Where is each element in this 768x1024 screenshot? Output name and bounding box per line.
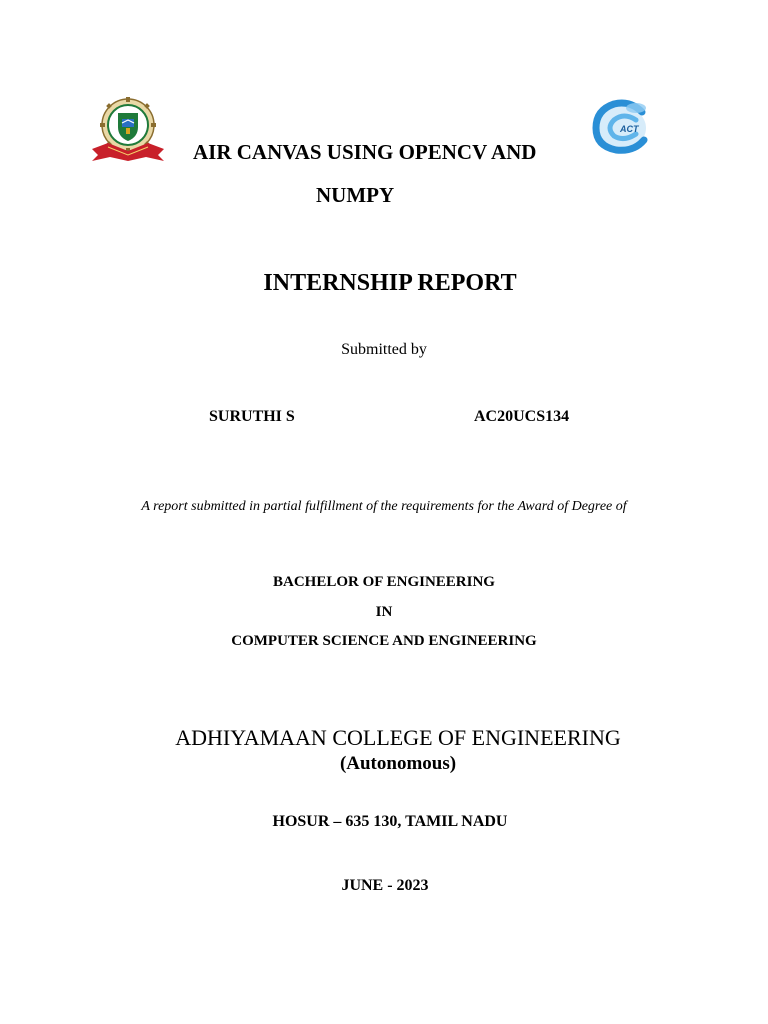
degree-name: BACHELOR OF ENGINEERING: [273, 574, 495, 590]
report-type-heading: INTERNSHIP REPORT: [263, 270, 517, 296]
degree-in: IN: [375, 604, 393, 620]
report-title-line-2: NUMPY: [316, 183, 395, 207]
college-address: HOSUR – 635 130, TAMIL NADU: [272, 813, 508, 830]
submitted-by-label: Submitted by: [341, 341, 427, 358]
college-status: (Autonomous): [339, 753, 457, 774]
report-date: JUNE - 2023: [341, 877, 429, 894]
student-name: SURUTHI S: [209, 408, 295, 425]
fulfillment-note: A report submitted in partial fulfillment of the requirements for the Award of Degree of: [141, 499, 627, 514]
report-title-line-1: AIR CANVAS USING OPENCV AND: [193, 140, 537, 164]
act-logo: [590, 98, 652, 154]
college-emblem-logo: [88, 95, 168, 165]
degree-branch: COMPUTER SCIENCE AND ENGINEERING: [231, 633, 537, 649]
student-reg-no: AC20UCS134: [474, 408, 570, 425]
svg-text:ACT: ACT: [620, 124, 639, 134]
college-name: ADHIYAMAAN COLLEGE OF ENGINEERING: [175, 725, 621, 750]
